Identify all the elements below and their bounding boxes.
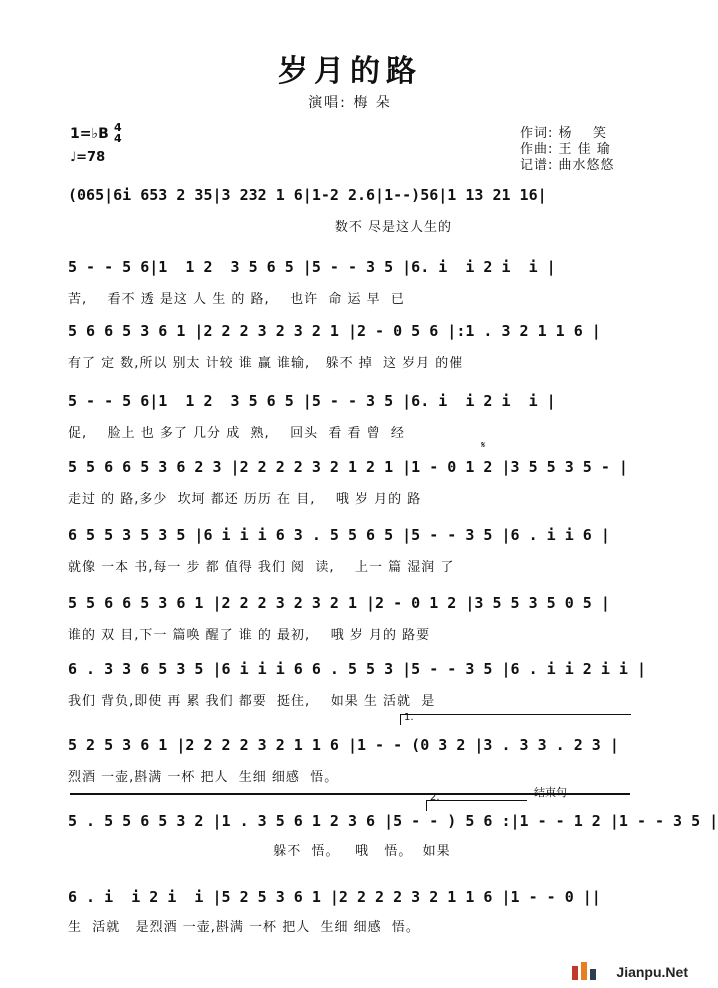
ending-1-bracket [400, 714, 631, 725]
music-line: 6 5 5 3 5 3 5 |6 i i i 6 3 . 5 5 6 5 |5 - - 3 5 |6 . i i 6 | [68, 526, 610, 544]
song-title: 岁月的路 [278, 54, 422, 89]
site-logo-icon [570, 960, 598, 982]
music-line: (065|6i 653 2 35|3 232 1 6|1-2 2.6|1--)56|1 13 21 16| [68, 186, 547, 204]
music-line: 5 5 6 6 5 3 6 1 |2 2 2 3 2 3 2 1 |2 - 0 1 2 |3 5 5 3 5 0 5 | [68, 594, 610, 612]
time-signature-top: 4 [114, 121, 122, 134]
music-line: 5 - - 5 6|1 1 2 3 5 6 5 |5 - - 3 5 |6. i i 2 i i | [68, 392, 556, 410]
segno-mark: 𝄋 [481, 440, 486, 451]
singer-credit: 演唱: 梅 朵 [308, 95, 392, 111]
lyricist-credit: 作词: 杨 笑 [520, 126, 608, 141]
music-line: 5 2 5 3 6 1 |2 2 2 2 3 2 1 1 6 |1 - - (0 3 2 |3 . 3 3 . 2 3 | [68, 736, 619, 754]
ending-2-mark: 2. [430, 792, 440, 803]
notator-credit: 记谱: 曲水悠悠 [520, 158, 615, 173]
music-line: 5 - - 5 6|1 1 2 3 5 6 5 |5 - - 3 5 |6. i i 2 i i | [68, 258, 556, 276]
ending-2-bracket [426, 800, 527, 811]
lyric-line: 躲不 悟。 哦 悟。 如果 [68, 844, 451, 859]
end-phrase-mark: 结束句 [534, 786, 567, 799]
music-line: 5 5 6 6 5 3 6 2 3 |2 2 2 2 3 2 1 2 1 |1 - 0 1 2 |3 5 5 3 5 - | [68, 458, 628, 476]
tempo-marking: ♩=78 [70, 150, 106, 165]
music-line: 5 . 5 5 6 5 3 2 |1 . 3 5 6 1 2 3 6 |5 - - ) 5 6 :|1 - - 1 2 |1 - - 3 5 | [68, 812, 718, 830]
music-line: 5 6 6 5 3 6 1 |2 2 2 3 2 3 2 1 |2 - 0 5 6 |:1 . 3 2 1 1 6 | [68, 322, 601, 340]
time-signature-bottom: 4 [114, 132, 122, 145]
music-line: 6 . 3 3 6 5 3 5 |6 i i i 6 6 . 5 5 3 |5 - - 3 5 |6 . i i 2 i i | [68, 660, 646, 678]
composer-credit: 作曲: 王 佳 瑜 [520, 142, 611, 157]
lyric-line: 就像 一本 书,每一 步 都 值得 我们 阅 读, 上一 篇 湿润 了 [68, 560, 455, 575]
ending-1-mark: 1. [404, 712, 414, 723]
lyric-line: 促, 脸上 也 多了 几分 成 熟, 回头 看 看 曾 经 [68, 426, 405, 441]
lyric-line: 我们 背负,即使 再 累 我们 都要 挺住, 如果 生 活就 是 [68, 694, 436, 709]
watermark-text: Jianpu.Net [616, 964, 688, 980]
key-signature: 1=♭B [70, 126, 109, 142]
lyric-line: 走过 的 路,多少 坎坷 都还 历历 在 目, 哦 岁 月的 路 [68, 492, 422, 507]
music-line: 6 . i i 2 i i |5 2 5 3 6 1 |2 2 2 2 3 2 1 1 6 |1 - - 0 || [68, 888, 601, 906]
lyric-line: 苦, 看不 透 是这 人 生 的 路, 也许 命 运 早 已 [68, 292, 405, 307]
lyric-line: 有了 定 数,所以 别太 计较 谁 赢 谁输, 躲不 掉 这 岁月 的催 [68, 356, 464, 371]
lyric-line: 烈酒 一壶,斟满 一杯 把人 生细 细感 悟。 [68, 770, 339, 785]
lyric-line: 谁的 双 目,下一 篇唤 醒了 谁 的 最初, 哦 岁 月的 路要 [68, 628, 431, 643]
lyric-line: 数不 尽是这人生的 [68, 220, 453, 235]
lyric-line: 生 活就 是烈酒 一壶,斟满 一杯 把人 生细 细感 悟。 [68, 920, 420, 935]
time-signature [114, 122, 122, 144]
